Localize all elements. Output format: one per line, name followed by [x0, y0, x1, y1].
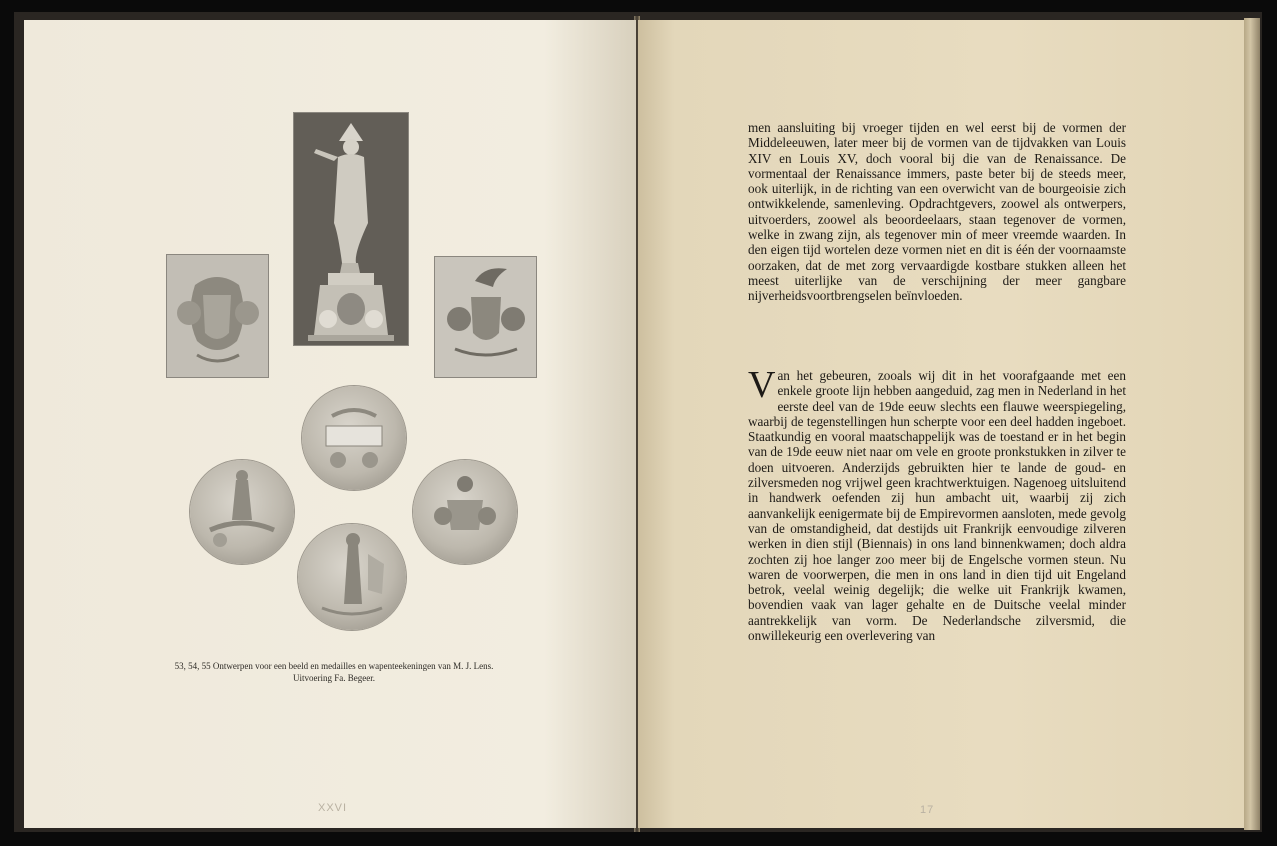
- right-page: [638, 20, 1244, 828]
- paragraph-1-text: men aansluiting bij vroeger tijden en wel eerst bij de vormen der Middeleeuwen, later meer bij de vormen van de tijdvakken van Louis XIV en Louis XV, doch vooral bij die van de Renaissance. De vormentaal der Renaissance immers, paste beter bij de steeds meer, ook uiterlijk, in de richting van een overwicht van de bourgeoisie zich ontwikkelende, samenleving. Opdrachtgevers, zoowel als ontwerpers, uitvoerders, zoowel als beoordeelaars, staan tegenover de vormen, welke in zwang zijn, als tegenover min of meer vreemde waarden. In den eigen tijd wortelen deze vormen niet en dit is één der voornaamste oorzaken, dat de met zorg vervaardigde kostbare stukken alleen het meest uiterlijke van de verschijning der meer gangbare nijverheidsvoortbrengselen beïnvloeden.: [748, 120, 1126, 304]
- coat-of-arms-right: [434, 256, 537, 378]
- medal-bottom: [298, 524, 406, 630]
- open-book: [14, 12, 1262, 832]
- medal-left: [190, 460, 294, 564]
- pencil-page-number: 17: [920, 804, 935, 816]
- medal-right: [413, 460, 517, 564]
- caption-line-2: Uitvoering Fa. Begeer.: [293, 673, 375, 683]
- drop-cap: V: [748, 364, 776, 406]
- caption-line-1: 53, 54, 55 Ontwerpen voor een beeld en medailles en wapenteekeningen van M. J. Lens.: [174, 661, 494, 671]
- paragraph-1: [748, 120, 1126, 304]
- paragraph-2-text: an het gebeuren, zooals wij dit in het voorafgaande met een enkele groote lijn hebben aangeduid, zag men in Nederland in het eerste deel van de 19de eeuw slechts een flauwe weerspiegeling, waarbij de tegenstellingen hun scherpte voor een deel hadden ingeboet. Staatkundig en vooral maatschappelijk was de toestand er in het begin van de 19de eeuw niet naar om vele en groote pronkstukken in zilver te doen uitvoeren. Anderzijds gebruikten hier te lande de goud- en zilversmeden nog vrijwel geen krachtwerktuigen. Nagenoeg uitsluitend in handwerk oefenden zij hun ambacht uit, waarbij zij zich aanvankelijk eenigermate bij de Empirevormen aansloten, mede gevolg van de omstandigheid, dat destijds uit Frankrijk eenvoudige zilveren werken in dien stijl (Biennais) in ons land binnenkwamen; doch aldra zochten zij hoe langer zoo meer bij de Engelsche vormen steun. Nu waren de voorwerpen, die men in ons land in dien tijd uit Engeland betrok, veelal weinig degelijk; die welke uit Frankrijk kwamen, bovendien vaak van lager gehalte en de Duitsche veelal minder aantrekkelijk van vorm. De Nederlandsche zilversmid, die onwillekeurig een overlevering van: [748, 368, 1126, 644]
- figure-caption: [124, 660, 544, 684]
- medal-top: [302, 386, 406, 490]
- paragraph-2: [748, 364, 1126, 644]
- statue-plate: [293, 112, 409, 346]
- left-page: [24, 20, 636, 828]
- page-edges: [1244, 18, 1260, 830]
- pencil-page-mark: XXVI: [318, 802, 348, 814]
- coat-of-arms-left: [166, 254, 269, 378]
